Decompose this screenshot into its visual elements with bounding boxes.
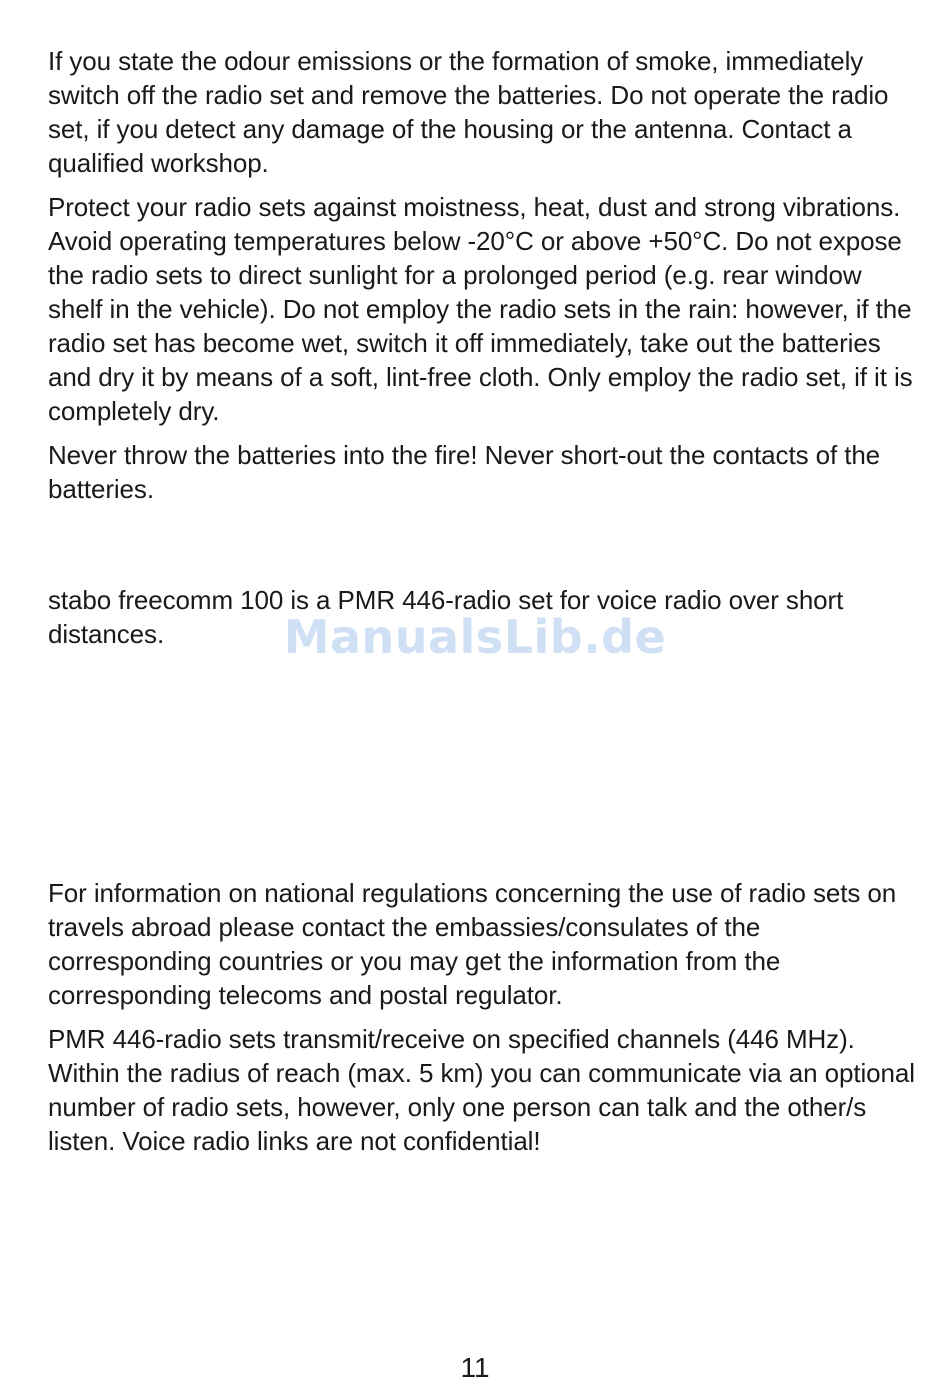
paragraph-smoke-warning: If you state the odour emissions or the formation of smoke, immediately switch off the radio set and remove the batteries. Do not operate the radio set, if you detect any damage of the housing or the antenna. Contact a qualified workshop. (48, 46, 889, 178)
paragraph-environment-protection: Protect your radio sets against moistness, heat, dust and strong vibrations. Avoid operating temperatures below -20°C or above +50°C. Do not expose the radio sets to direct sunlight for a prolonged period (e.g. rear window shelf in the vehicle). Do not employ the radio sets in the rain: however, if the radio set has become wet, switch it off immediately, take out the batteries and dry it by means of a soft, lint-free cloth. Only employ the radio set, if it is completely dry. (48, 192, 913, 426)
paragraph-pmr-channels: PMR 446-radio sets transmit/receive on specified channels (446 MHz). Within the radius of reach (max. 5 km) you can communicate via an optional number of radio sets, however, only one person can talk and the other/s listen. Voice radio links are not confidential! (48, 1024, 915, 1156)
watermark-logo: ManualsLib.de (283, 610, 667, 664)
paragraph-product-description: stabo freecomm 100 is a PMR 446-radio set for voice radio over short distances. (48, 585, 844, 649)
paragraph-battery-warning: Never throw the batteries into the fire! Never short-out the contacts of the batteries. (48, 440, 881, 504)
page-number: 11 (460, 1352, 490, 1383)
paragraph-national-regulations: For information on national regulations concerning the use of radio sets on travels abroad please contact the embassies/consulates of the corresponding countries or you may get the information from the corresponding telecoms and postal regulator. (48, 878, 897, 1010)
